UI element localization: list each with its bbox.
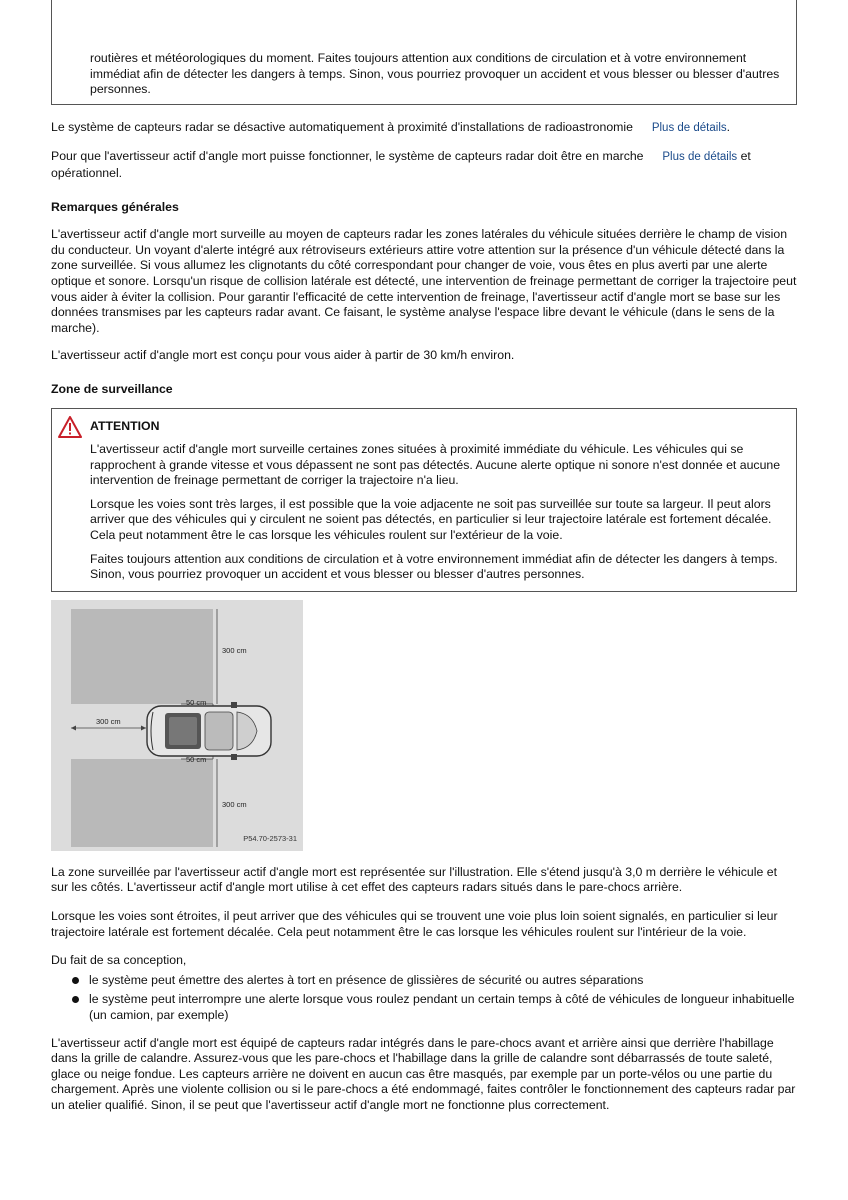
attention-title: ATTENTION	[90, 418, 160, 433]
attention-text-3: Faites toujours attention aux conditions de circulation et à votre environnement immédiat afin de détecter les dangers à temps. Sinon, vous pourriez provoquer un accident et vous blesser ou blesser d'autres personnes.	[90, 551, 778, 582]
car-top-view-icon	[145, 702, 275, 760]
radar-deactivation-paragraph	[51, 120, 797, 137]
top-warning-box	[51, 0, 797, 105]
bullet-dot-icon	[72, 977, 79, 984]
radar-operation-tail: et opérationnel.	[51, 149, 751, 180]
speed-paragraph: L'avertisseur actif d'angle mort est conçu pour vous aider à partir de 30 km/h environ.	[51, 348, 515, 363]
radar-operation-paragraph	[51, 149, 797, 181]
attention-box	[51, 408, 797, 592]
list-item	[51, 992, 797, 1023]
figure-caption: P54.70-2573-31	[243, 834, 297, 844]
details-link-1[interactable]: Plus de détails	[651, 121, 727, 134]
warning-triangle-icon	[58, 416, 82, 438]
attention-text-2: Lorsque les voies sont très larges, il est possible que la voie adjacente ne soit pas surveillée sur toute sa largeur. Il peut alors arriver que des véhicules qui y circulent ne soient pas détectés, en particulier si leur trajectoire latérale est fortement décalée. Cela peut notamment être le cas lorsque les véhicules roulent sur l'extérieur de la voie.	[90, 496, 772, 543]
list-item-text: le système peut interrompre une alerte lorsque vous roulez pendant un certain temps à côté de véhicules de longueur inhabituelle (un camion, par exemple)	[89, 992, 795, 1022]
dim-label-300-left: 300 cm	[96, 716, 121, 726]
surveillance-zone-illustration	[51, 600, 303, 851]
bullet-dot-icon	[72, 996, 79, 1003]
document-page	[51, 0, 797, 1114]
dim-label-50-top: 50 cm	[186, 697, 207, 707]
details-link-2[interactable]: Plus de détails	[662, 151, 738, 164]
list-item-text: le système peut émettre des alertes à tort en présence de glissières de sécurité ou autres séparations	[89, 972, 644, 987]
radar-deactivation-text: Le système de capteurs radar se désactive automatiquement à proximité d'installations de radioastronomie	[51, 119, 633, 134]
heading-general-remarks: Remarques générales	[51, 199, 179, 214]
dim-label-50-bottom: 50 cm	[186, 754, 207, 764]
zone-description-paragraph: La zone surveillée par l'avertisseur actif d'angle mort est représentée sur l'illustration. Elle s'étend jusqu'à 3,0 m derrière le véhicule et sur les côtés. L'avertisseur actif d'angle mort utilise à cet effet des capteurs radars situés dans le pare-chocs arrière.	[51, 864, 778, 895]
details-link-1-tail: .	[726, 119, 731, 134]
general-remarks-paragraph: L'avertisseur actif d'angle mort surveille au moyen de capteurs radar les zones latérales du véhicule situées derrière le champ de vision du conducteur. Un voyant d'alerte intégré aux rétroviseurs extérieurs attire votre attention sur la présence d'un véhicule détecté dans la zone surveillée. Si vous allumez les clignotants du côté correspondant pour changer de voie, vous êtes en plus averti par une alerte optique et sonore. Lorsqu'un risque de collision latérale est détecté, une intervention de freinage permettant de corriger la trajectoire peut vous aider à éviter la collision. Pour garantir l'efficacité de cette intervention de freinage, l'avertisseur actif d'angle mort se base sur les données transmises par les capteurs radar avant. Ce faisant, le système analyse l'espace libre devant le véhicule (dans le sens de la marche).	[51, 227, 797, 335]
dim-label-300-top: 300 cm	[222, 645, 247, 655]
radar-operation-text: Pour que l'avertisseur actif d'angle mort puisse fonctionner, le système de capteurs radar doit être en marche	[51, 149, 644, 164]
heading-surveillance-zone: Zone de surveillance	[51, 381, 173, 396]
attention-text-1: L'avertisseur actif d'angle mort surveille certaines zones situées à proximité immédiate du véhicule. Les véhicules qui se rapprochent à grande vitesse et vous dépassent ne sont pas détectés. Aucune alerte optique ni sonore n'est donnée et aucune intervention de freinage permettant de corriger la trajectoire n'a lieu.	[90, 442, 781, 488]
sensor-maintenance-paragraph: L'avertisseur actif d'angle mort est équipé de capteurs radar intégrés dans le pare-chocs avant et arrière ainsi que derrière l'habillage dans la grille de calandre. Assurez-vous que les pare-chocs et l'habillage dans la grille de calandre sont débarrassés de toute saleté, glace ou neige fondue. Les capteurs arrière ne doivent en aucun cas être masqués, par exemple par un porte-vélos ou une partie du chargement. Après une violente collision ou si le pare-chocs a été endommagé, faites contrôler le fonctionnement des capteurs radar par un atelier qualifié. Sinon, il se peut que l'avertisseur actif d'angle mort ne fonctionne plus correctement.	[51, 1035, 796, 1112]
design-limitations-list	[51, 973, 797, 1024]
design-intro-paragraph: Du fait de sa conception,	[51, 953, 187, 968]
list-item	[51, 973, 797, 989]
top-warning-text: routières et météorologiques du moment. Faites toujours attention aux conditions de circulation et à votre environnement immédiat afin de détecter les dangers à temps. Sinon, vous pourriez provoquer un accident et vous blesser ou blesser d'autres personnes.	[90, 51, 780, 97]
narrow-lanes-paragraph: Lorsque les voies sont étroites, il peut arriver que des véhicules qui se trouvent une voie plus loin soient signalés, en particulier si leur trajectoire latérale est fortement décalée. Cela peut notamment être le cas lorsque les véhicules roulent sur l'intérieur de la voie.	[51, 909, 778, 939]
dim-label-300-bottom: 300 cm	[222, 799, 247, 809]
